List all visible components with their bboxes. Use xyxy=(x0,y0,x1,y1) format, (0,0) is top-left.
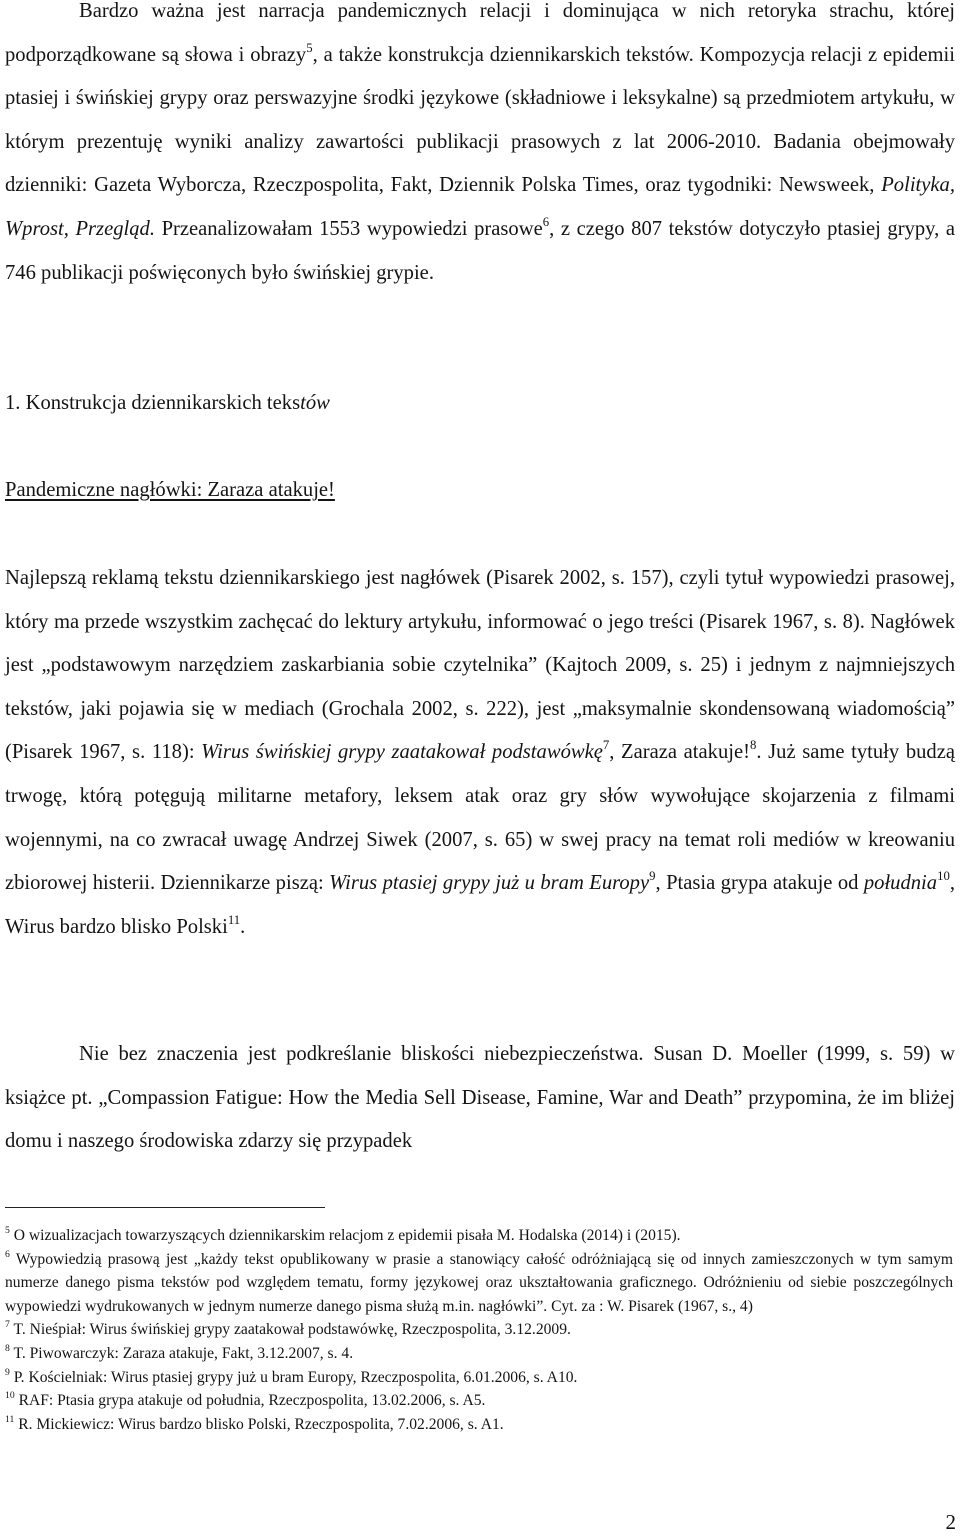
para2-text-a: Najlepszą reklamą tekstu dziennikarskiego jest nagłówek (Pisarek 2002, s. 157), czyli tytuł wypowiedzi prasowej, który ma przede wszystkim zachęcać do lektury artykułu, informować o jego treści (Pisarek 1967, s. 8). Nagłówek jest „podstawowym narzędziem zaskarbiania sobie czytelnika” (Kajtoch 2009, s. 25) i jednym z najmniejszych tekstów, jaki pojawia się w mediach (Grochala 2002, s. 222), jest „maksymalnie skondensowaną wiadomością” (Pisarek 1967, s. 118): xyxy=(5,567,955,764)
section-heading xyxy=(5,388,330,418)
footnote-number: 10 xyxy=(5,1390,15,1402)
para1-text-b: , a także konstrukcja dziennikarskich tekstów. Kompozycja relacji z epidemii ptasiej i świńskiej grypy oraz perswazyjne środki językowe (składniowe i leksykalne) są przedmiotem artykułu, w którym prezentuję wyniki analizy zawartości publikacji prasowych z lat 2006-2010. Badania obejmowały dzienniki: Gazeta Wyborcza, Rzeczpospolita, Fakt, Dziennik Polska Times, oraz tygodniki: Newsweek, xyxy=(5,43,956,197)
para2-italic-word: południa xyxy=(863,872,938,895)
footnote-ref-6: 6 xyxy=(542,215,550,230)
footnote-text: R. Mickiewicz: Wirus bardzo blisko Polski, Rzeczpospolita, 7.02.2006, s. A1. xyxy=(18,1415,504,1433)
para2-text-c: . Już same tytuły budzą trwogę, którą potęgują militarne metafory, leksem atak oraz gry słów wywołujące skojarzenia z filmami wojennymi, na co zwracał uwagę Andrzej Siwek (2007, s. 65) w swej pracy na temat roli mediów w kreowaniu zbiorowej histerii. Dziennikarze piszą: xyxy=(5,741,955,895)
footnote-separator xyxy=(5,1207,325,1208)
body-paragraph-3 xyxy=(5,1033,955,1164)
footnote-text: RAF: Ptasia grypa atakuje od południa, Rzeczpospolita, 13.02.2006, s. A5. xyxy=(18,1392,486,1410)
para2-text-d: , Ptasia grypa atakuje od xyxy=(655,872,864,895)
footnote-ref-7: 7 xyxy=(602,738,610,753)
footnote-item xyxy=(5,1389,953,1413)
footnote-number: 5 xyxy=(5,1225,10,1237)
section-heading-text: 1. Konstrukcja dziennikarskich teks xyxy=(5,392,301,414)
para1-text-c: Przeanalizowałam 1553 wypowiedzi prasowe xyxy=(154,217,543,240)
page-number: 2 xyxy=(945,1510,956,1534)
footnote-item xyxy=(5,1224,953,1248)
para3-text: Nie bez znaczenia jest podkreślanie bliskości niebezpieczeństwa. Susan D. Moeller (1999, s. 59) w książce pt. „Compassion Fatigue: How the Media Sell Disease, Famine, War and Death” przypomina, że im bliżej domu i naszego środowiska zdarzy się przypadek xyxy=(5,1043,955,1153)
body-paragraph-1 xyxy=(5,0,955,295)
footnote-text: T. Piwowarczyk: Zaraza atakuje, Fakt, 3.12.2007, s. 4. xyxy=(13,1344,354,1362)
para2-italic-headline-2: Wirus ptasiej grypy już u bram Europy xyxy=(329,872,650,895)
section-heading-italic: tów xyxy=(300,392,330,414)
footnotes-list xyxy=(5,1224,953,1436)
footnote-text: P. Kościelniak: Wirus ptasiej grypy już u bram Europy, Rzeczpospolita, 6.01.2006, s. A10. xyxy=(13,1368,578,1386)
footnote-item xyxy=(5,1248,953,1319)
footnote-number: 11 xyxy=(5,1413,15,1425)
footnote-ref-5: 5 xyxy=(306,40,313,55)
para2-text-b: , Zaraza atakuje! xyxy=(609,741,750,764)
para2-italic-headline-1: Wirus świńskiej grypy zaatakował podstawówkę xyxy=(201,741,603,764)
para2-text-f: . xyxy=(240,915,246,938)
footnote-text: O wizualizacjach towarzyszących dziennikarskim relacjom z epidemii pisała M. Hodalska (2014) i (2015). xyxy=(13,1227,681,1244)
footnote-ref-8: 8 xyxy=(749,738,757,753)
footnote-number: 9 xyxy=(5,1366,10,1378)
para2-text-e: , Wirus bardzo blisko Polski xyxy=(5,872,955,938)
footnote-text: T. Nieśpiał: Wirus świńskiej grypy zaatakował podstawówkę, Rzeczpospolita, 3.12.2009. xyxy=(13,1321,571,1339)
footnote-ref-9: 9 xyxy=(649,869,656,884)
subheading: Pandemiczne nagłówki: Zaraza atakuje! xyxy=(5,479,335,501)
footnote-number: 6 xyxy=(5,1248,10,1260)
footnote-item xyxy=(5,1342,953,1366)
footnote-item xyxy=(5,1366,953,1390)
footnote-number: 7 xyxy=(5,1319,10,1331)
para1-text-d: , z czego 807 tekstów dotyczyło ptasiej grypy, a 746 publikacji poświęconych było świńskiej grypie. xyxy=(5,217,956,284)
footnote-text: Wypowiedzią prasową jest „każdy tekst opublikowany w prasie a stanowiący całość odróżniającą się od innych zamieszczonych w tym samym numerze danego pisma tekstów pod względem tematu, formy językowej oraz ukształtowania graficznego. Odróżnieniu od siebie poszczególnych wypowiedzi wydrukowanych w jednym numerze danego pisma służą m.in. nagłówki”. Cyt. za : W. Pisarek (1967, s., 4) xyxy=(5,1250,953,1315)
footnote-number: 8 xyxy=(5,1343,10,1355)
para1-italic-titles: Polityka, Wprost, Przegląd. xyxy=(5,174,955,240)
footnote-ref-10: 10 xyxy=(937,869,950,884)
footnote-item xyxy=(5,1318,953,1342)
footnote-item xyxy=(5,1413,953,1437)
para1-text-a: Bardzo ważna jest narracja pandemicznych relacji i dominująca w nich retoryka strachu, której podporządkowane są słowa i obrazy xyxy=(5,0,955,66)
body-paragraph-2 xyxy=(5,557,955,949)
footnote-ref-11: 11 xyxy=(227,912,241,927)
